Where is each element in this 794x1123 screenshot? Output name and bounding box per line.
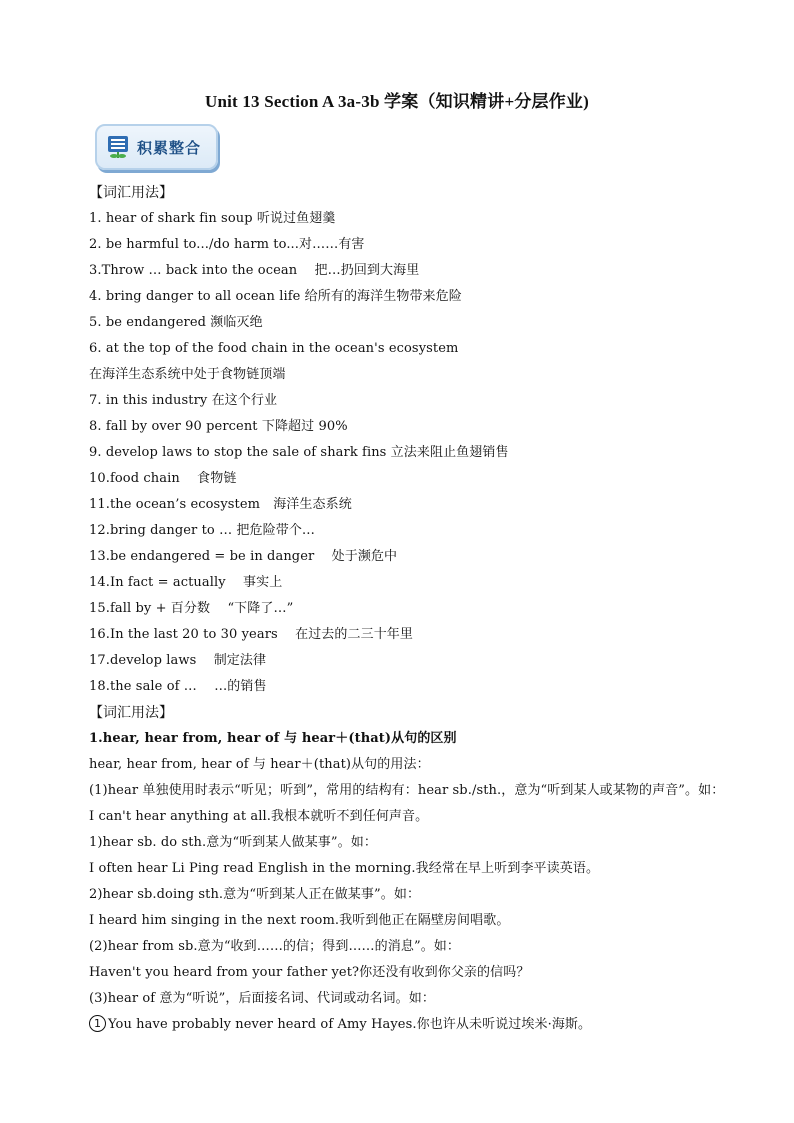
section-heading: 【词汇用法】 — [89, 705, 173, 721]
usage-line: I can't hear anything at all.我根本就听不到任何声音。 — [89, 809, 429, 824]
vocab-item: 2. be harmful to.../do harm to...对……有害 — [89, 237, 365, 252]
vocab-item: 17.develop laws 制定法律 — [89, 653, 267, 668]
vocab-item: 1. hear of shark fin soup 听说过鱼翅羹 — [89, 211, 336, 226]
usage-line: 1)hear sb. do sth.意为“听到某人做某事”。如： — [89, 835, 377, 850]
section-heading: 【词汇用法】 — [89, 185, 173, 201]
vocab-item: 7. in this industry 在这个行业 — [89, 393, 278, 408]
vocab-item: 9. develop laws to stop the sale of shark fins 立法来阻止鱼翅销售 — [89, 445, 509, 460]
vocab-item: 在海洋生态系统中处于食物链顶端 — [89, 367, 286, 382]
circled-number: 1 — [89, 1015, 106, 1032]
vocab-item: 3.Throw … back into the ocean 把…扔回到大海里 — [89, 263, 420, 278]
vocab-item: 8. fall by over 90 percent 下降超过 90% — [89, 419, 348, 434]
usage-line: Haven't you heard from your father yet?你还没有收到你父亲的信吗？ — [89, 965, 530, 980]
usage-line: (1)hear 单独使用时表示“听见；听到”，常用的结构有：hear sb./sth.，意为“听到某人或某物的声音”。如： — [89, 783, 725, 798]
vocab-item: 12.bring danger to … 把危险带个… — [89, 523, 316, 538]
vocab-item: 6. at the top of the food chain in the ocean's ecosystem — [89, 341, 459, 356]
usage-line: (3)hear of 意为“听说”，后面接名词、代词或动名词。如： — [89, 991, 435, 1006]
usage-line: I often hear Li Ping read English in the morning.我经常在早上听到李平读英语。 — [89, 861, 600, 876]
example-text: You have probably never heard of Amy Hayes.你也许从未听说过埃米·海斯。 — [108, 1017, 592, 1032]
vocab-item: 15.fall by + 百分数 “下降了…” — [89, 601, 294, 616]
vocab-item: 18.the sale of … …的销售 — [89, 679, 267, 694]
vocab-item: 5. be endangered 濒临灭绝 — [89, 315, 263, 330]
content — [89, 180, 729, 1038]
usage-line: (2)hear from sb.意为“收到……的信；得到……的消息”。如： — [89, 939, 461, 954]
section-badge — [95, 124, 218, 170]
vocab-item: 13.be endangered = be in danger 处于濒危中 — [89, 549, 398, 564]
example-line — [89, 1012, 729, 1038]
vocab-item: 11.the ocean’s ecosystem 海洋生态系统 — [89, 497, 352, 512]
usage-line: I heard him singing in the next room.我听到他正在隔壁房间唱歌。 — [89, 913, 510, 928]
book-plant-icon — [107, 133, 129, 161]
vocab-item: 14.In fact = actually 事实上 — [89, 575, 283, 590]
vocab-item: 4. bring danger to all ocean life 给所有的海洋生物带来危险 — [89, 289, 462, 304]
vocab-item: 16.In the last 20 to 30 years 在过去的二三十年里 — [89, 627, 414, 642]
vocab-item: 10.food chain 食物链 — [89, 471, 237, 486]
usage-line: 2)hear sb.doing sth.意为“听到某人正在做某事”。如： — [89, 887, 421, 902]
topic-intro: hear, hear from, hear of 与 hear＋(that)从句的用法： — [89, 757, 430, 772]
badge-label: 积累整合 — [137, 139, 202, 157]
document-title: Unit 13 Section A 3a-3b 学案（知识精讲+分层作业) — [204, 92, 589, 111]
topic-heading: 1.hear, hear from, hear of 与 hear＋(that)从句的区别 — [89, 731, 457, 746]
